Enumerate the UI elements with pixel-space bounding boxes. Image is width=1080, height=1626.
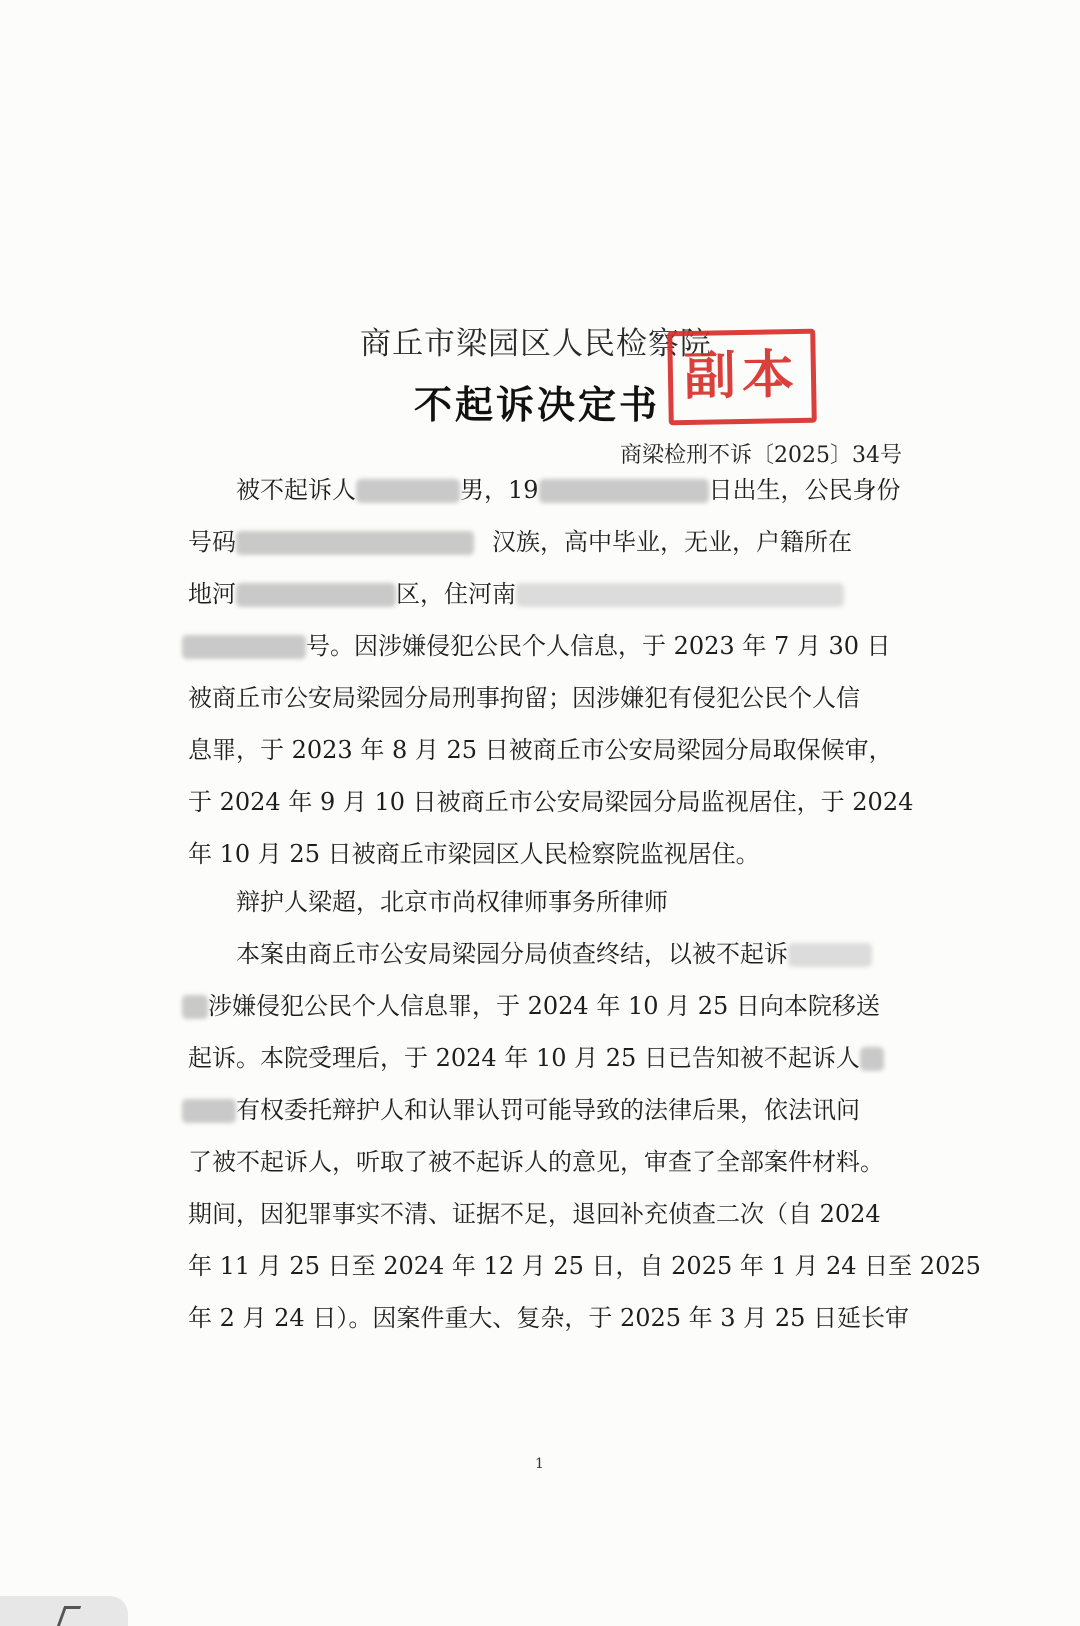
text-segment: 息罪，于 2023 年 8 月 25 日被商丘市公安局梁园分局取保候审， (188, 736, 893, 764)
text-segment: 年 10 月 25 日被商丘市梁园区人民检察院监视居住。 (188, 840, 760, 868)
copy-stamp: 副本 (667, 329, 817, 426)
text-segment: 区，住河南 (396, 580, 516, 608)
body-line-17 (188, 1298, 909, 1338)
redaction-block (356, 479, 460, 503)
text-segment: 年 2 月 24 日）。因案件重大、复杂，于 2025 年 3 月 25 日延长审 (188, 1304, 909, 1332)
corner-button[interactable] (0, 1596, 128, 1626)
redaction-block (236, 583, 396, 607)
document-title: 不起诉决定书 (414, 382, 661, 427)
text-segment: 被不起诉人 (236, 476, 356, 504)
text-segment: 地河 (188, 580, 236, 608)
text-segment: 期间，因犯罪事实不清、证据不足，退回补充侦查二次（自 2024 (188, 1200, 881, 1228)
text-segment: 男，19 (460, 476, 539, 504)
text-segment: 于 2024 年 9 月 10 日被商丘市公安局梁园分局监视居住，于 2024 (188, 788, 914, 816)
body-line-16 (188, 1246, 981, 1286)
text-segment: 本案由商丘市公安局梁园分局侦查终结，以被不起诉 (236, 940, 788, 968)
body-line-11 (182, 986, 880, 1026)
page-number: 1 (535, 1456, 544, 1472)
body-line-6 (188, 730, 893, 770)
redaction-block (182, 635, 306, 659)
text-segment: 号。因涉嫌侵犯公民个人信息，于 2023 年 7 月 30 日 (306, 632, 891, 660)
text-segment: 日出生，公民身份 (708, 476, 901, 504)
text-segment: 涉嫌侵犯公民个人信息罪，于 2024 年 10 月 25 日向本院移送 (208, 992, 880, 1020)
text-segment: 了被不起诉人，听取了被不起诉人的意见，审查了全部案件材料。 (188, 1148, 884, 1176)
text-segment: 被商丘市公安局梁园分局刑事拘留；因涉嫌犯有侵犯公民个人信 (188, 684, 860, 712)
body-line-13 (182, 1090, 860, 1130)
text-segment: 年 11 月 25 日至 2024 年 12 月 25 日，自 2025 年 1 月 24 日至 2025 (188, 1252, 981, 1280)
redaction-block (516, 583, 844, 607)
body-line-9 (236, 882, 668, 922)
text-segment: 有权委托辩护人和认罪认罚可能导致的法律后果，依法讯问 (236, 1096, 860, 1124)
body-line-4 (182, 626, 891, 666)
text-segment: 辩护人梁超，北京市尚权律师事务所律师 (236, 888, 668, 916)
text-segment: 起诉。本院受理后，于 2024 年 10 月 25 日已告知被不起诉人 (188, 1044, 860, 1072)
body-line-8 (188, 834, 760, 874)
document-number: 商梁检刑不诉〔2025〕34号 (620, 443, 902, 468)
body-line-10 (236, 934, 872, 974)
body-line-5 (188, 678, 860, 718)
body-line-14 (188, 1142, 884, 1182)
redaction-block (236, 531, 474, 555)
body-line-15 (188, 1194, 881, 1234)
redaction-block (860, 1047, 884, 1071)
redaction-block (539, 479, 709, 503)
body-line-3 (188, 574, 844, 614)
body-line-12 (188, 1038, 884, 1078)
body-line-1 (236, 470, 901, 510)
body-line-7 (188, 782, 913, 822)
text-segment: 号码 (188, 528, 236, 556)
text-segment: 汉族，高中毕业，无业，户籍所在 (492, 528, 852, 556)
redaction-block (182, 995, 208, 1019)
issuing-organization: 商丘市梁园区人民检察院 (360, 326, 712, 362)
redaction-block (182, 1099, 236, 1123)
body-line-2 (188, 522, 852, 562)
redaction-block (788, 943, 872, 967)
